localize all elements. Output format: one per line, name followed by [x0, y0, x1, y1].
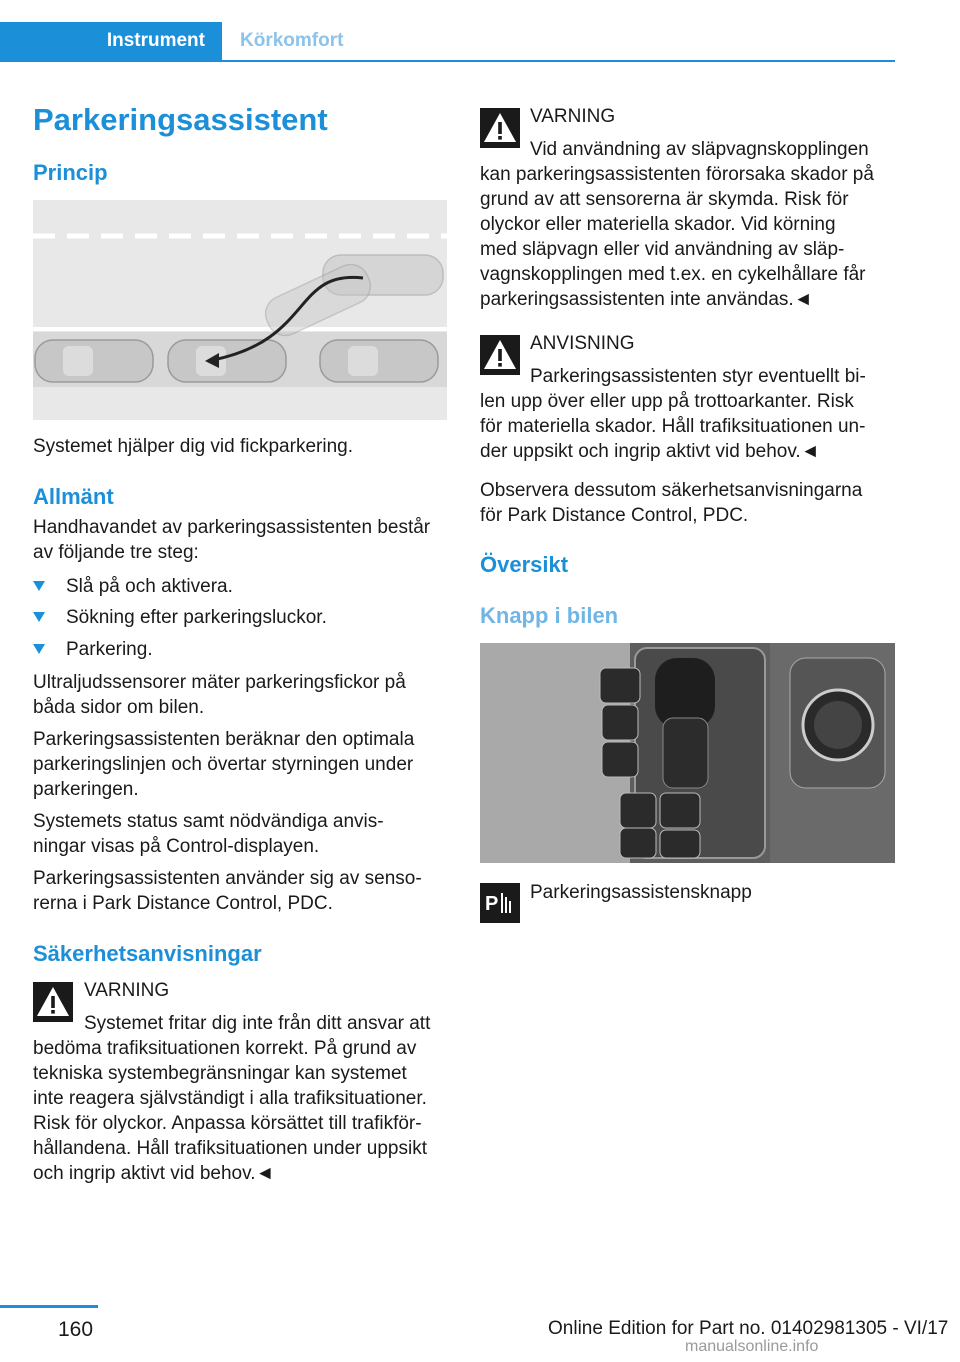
- warning-triangle-icon: [33, 982, 73, 1022]
- warning-text-line: grund av att sensorerna är skymda. Risk för: [480, 189, 849, 210]
- paragraph-status-1: Systemets status samt nödvändiga anvis‐: [33, 811, 384, 832]
- figure-caption: Systemet hjälper dig vid fickparkering.: [33, 436, 353, 457]
- paragraph-sensors-1: Ultraljudssensorer mäter parkeringsfickor på: [33, 672, 406, 693]
- observe-line-1: Observera dessutom säkerhetsanvisningarna: [480, 480, 863, 501]
- list-item: Slå på och aktivera.: [33, 574, 447, 599]
- warning-text-line: parkeringsassistenten inte användas.◄: [480, 289, 813, 310]
- principle-heading: Princip: [33, 160, 108, 185]
- general-heading: Allmänt: [33, 484, 114, 509]
- watermark: manualsonline.info: [685, 1338, 819, 1355]
- list-item: Sökning efter parkeringsluckor.: [33, 605, 447, 630]
- svg-text:P: P: [485, 893, 499, 915]
- notice-text-line: der uppsikt och ingrip aktivt vid behov.◄: [480, 441, 820, 462]
- warning-text-line: Risk för olyckor. Anpassa körsättet till trafikför‐: [33, 1113, 422, 1134]
- tab-instrument[interactable]: Instrument: [0, 22, 222, 60]
- notice-text-first: Parkeringsassistenten styr eventuellt bi‐: [530, 366, 866, 387]
- warning-label: VARNING: [530, 106, 616, 127]
- overview-heading: Översikt: [480, 552, 569, 577]
- paragraph-pdc-2: rerna i Park Distance Control, PDC.: [33, 893, 333, 914]
- warning-text-line: olyckor eller materiella skador. Vid körning: [480, 214, 836, 235]
- general-line-2: av följande tre steg:: [33, 542, 199, 563]
- list-item: Parkering.: [33, 637, 447, 662]
- parking-illustration: [33, 200, 447, 420]
- warning-text-first: Vid användning av släpvagnskopplingen: [530, 139, 869, 160]
- paragraph-status-2: ningar visas på Control-displayen.: [33, 836, 320, 857]
- safety-heading: Säkerhetsanvisningar: [33, 941, 262, 966]
- notice-text-line: len upp över eller upp på trottoarkanter. Risk: [480, 391, 854, 412]
- button-caption: Parkeringsassistensknapp: [530, 882, 752, 903]
- warning-text-first: Systemet fritar dig inte från ditt ansvar att: [84, 1013, 431, 1034]
- paragraph-line-calc-3: parkeringen.: [33, 779, 139, 800]
- warning-text-line: med släpvagn eller vid användning av släp‐: [480, 239, 845, 260]
- warning-text-line: tekniska systembegränsningar kan systemet: [33, 1063, 407, 1084]
- bullet-triangle-icon: [33, 612, 45, 622]
- tab-korkomfort[interactable]: Körkomfort: [240, 30, 344, 51]
- bullet-triangle-icon: [33, 644, 45, 654]
- notice-triangle-icon: [480, 335, 520, 375]
- warning-text-line: hållandena. Håll trafiksituationen under uppsikt: [33, 1138, 427, 1159]
- warning-label: VARNING: [84, 980, 170, 1001]
- paragraph-line-calc-1: Parkeringsassistenten beräknar den optimala: [33, 729, 415, 750]
- warning-text-line: kan parkeringsassistenten förorsaka skador på: [480, 164, 874, 185]
- header-rule: [0, 60, 895, 62]
- footer-rule: [0, 1305, 98, 1308]
- warning-text-line: och ingrip aktivt vid behov.◄: [33, 1163, 275, 1184]
- notice-text-line: för materiella skador. Håll trafiksituationen un‐: [480, 416, 866, 437]
- paragraph-pdc-1: Parkeringsassistenten använder sig av senso‐: [33, 868, 422, 889]
- button-heading: Knapp i bilen: [480, 603, 619, 628]
- notice-label: ANVISNING: [530, 333, 635, 354]
- page-title: Parkeringsassistent: [33, 102, 328, 137]
- bullet-triangle-icon: [33, 581, 45, 591]
- edition-text: Online Edition for Part no. 01402981305 - VI/17: [548, 1318, 949, 1339]
- observe-line-2: för Park Distance Control, PDC.: [480, 505, 749, 526]
- warning-triangle-icon: [480, 108, 520, 148]
- center-console-photo: [480, 643, 895, 863]
- warning-text-line: bedöma trafiksituationen korrekt. På grund av: [33, 1038, 417, 1059]
- parking-assistant-button-icon: [480, 883, 520, 923]
- header-tabs: [0, 22, 895, 62]
- warning-text-line: vagnskopplingen med t.ex. en cykelhållare får: [480, 264, 866, 285]
- paragraph-line-calc-2: parkeringslinjen och övertar styrningen under: [33, 754, 414, 775]
- warning-text-line: inte reagera självständigt i alla trafiksituationer.: [33, 1088, 427, 1109]
- general-line-1: Handhavandet av parkeringsassistenten består: [33, 517, 431, 538]
- page-number: 160: [58, 1318, 94, 1341]
- paragraph-sensors-2: båda sidor om bilen.: [33, 697, 205, 718]
